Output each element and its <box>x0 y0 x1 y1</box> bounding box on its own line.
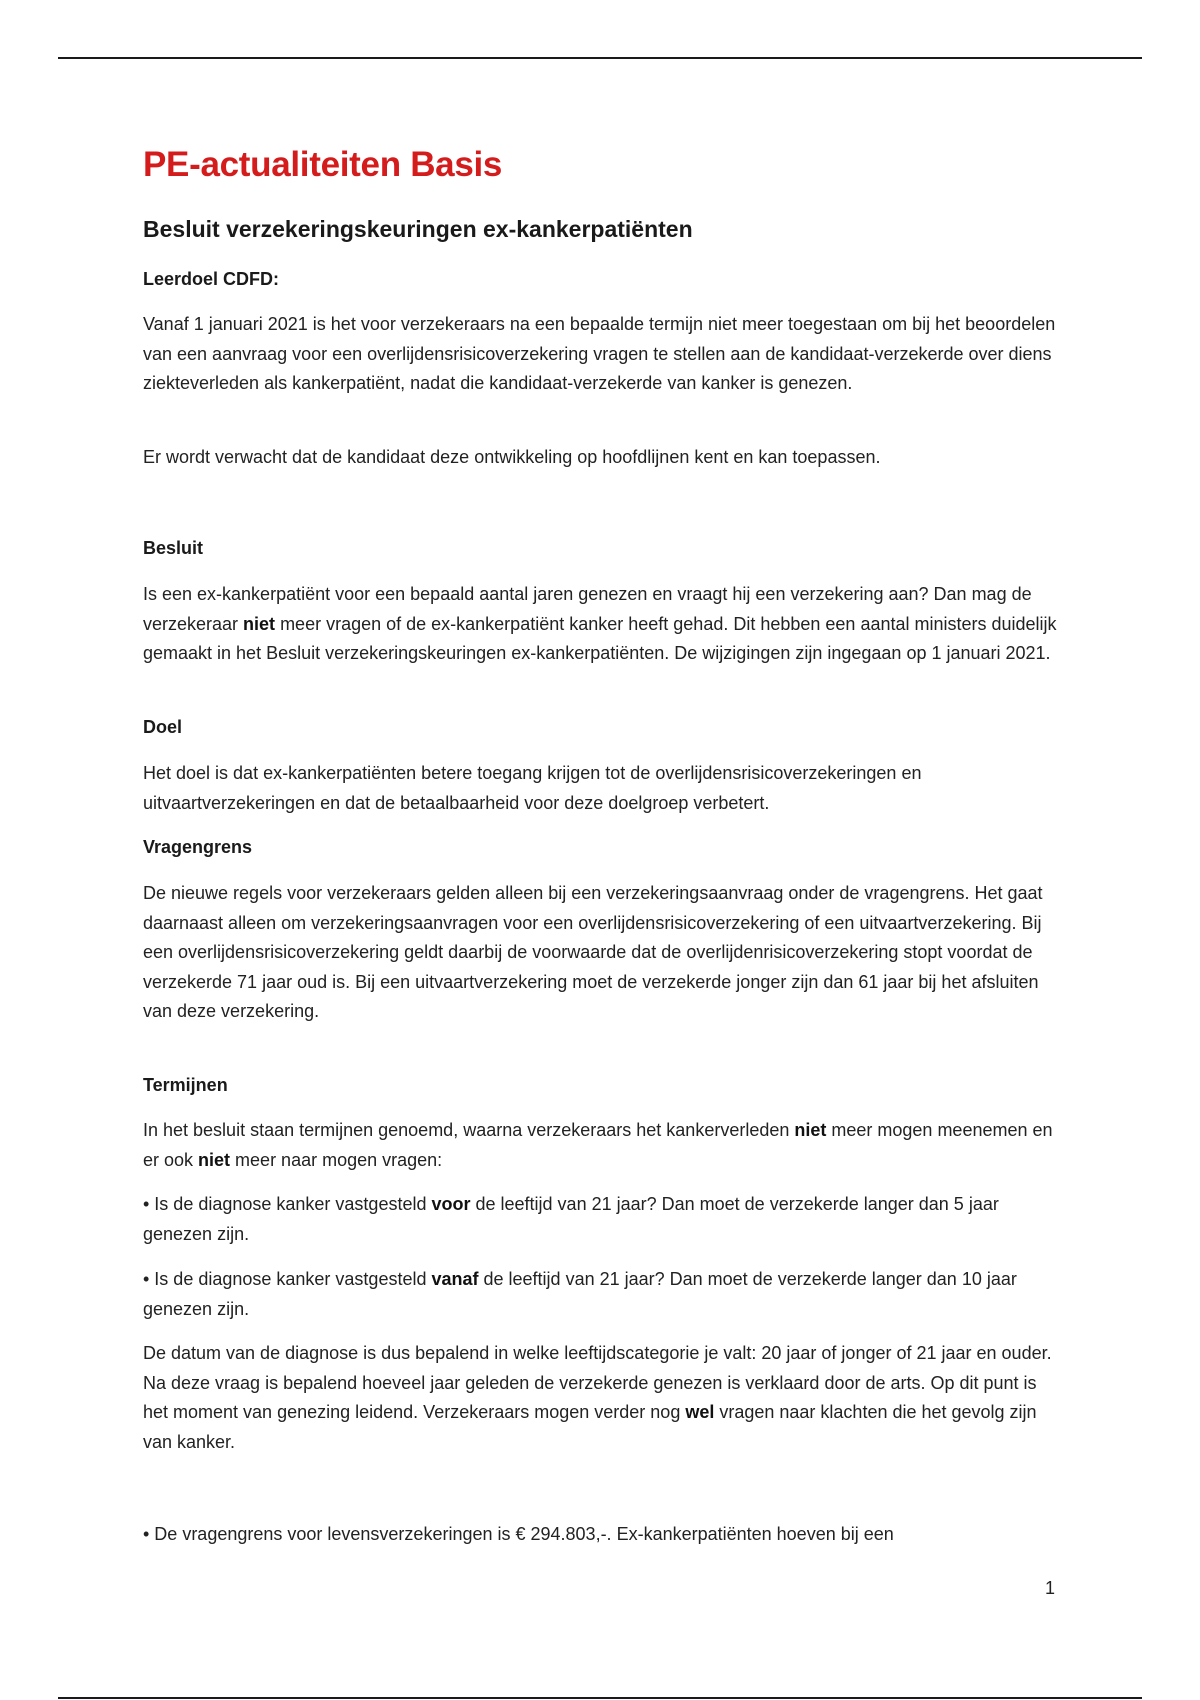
besluit-heading: Besluit <box>143 538 204 558</box>
document-title: PE-actualiteiten Basis <box>143 145 503 184</box>
termijnen-paragraph: In het besluit staan termijnen genoemd, waarna verzekeraars het kankerverleden niet meer mogen meenemen en er ook niet meer naar mogen vragen: <box>143 1120 1053 1170</box>
termijnen-heading: Termijnen <box>143 1075 228 1095</box>
bullet-item-voor: • Is de diagnose kanker vastgesteld voor de leeftijd van 21 jaar? Dan moet de verzekerde langer dan 5 jaar genezen zijn. <box>143 1194 999 1244</box>
header-rule <box>58 57 1142 59</box>
emphasis-niet: niet <box>243 613 276 634</box>
bullet-item-vragengrens: • De vragengrens voor levensverzekeringen is € 294.803,-. Ex-kankerpatiënten hoeven bij een <box>143 1524 894 1544</box>
vragengrens-paragraph: De nieuwe regels voor verzekeraars gelden alleen bij een verzekeringsaanvraag onder de vragengrens. Het gaat daarnaast alleen om verzekeringsaanvragen voor een overlijdensrisicoverzekering of een uitvaartverzekering. Bij een overlijdensrisicoverzekering geldt daarbij de voorwaarde dat de overlijdenrisicoverzekering stopt voordat de verzekerde 71 jaar oud is. Bij een uitvaartverzekering moet de verzekerde jonger zijn dan 61 jaar bij het afsluiten van deze verzekering. <box>143 883 1043 1021</box>
document-subtitle: Besluit verzekeringskeuringen ex-kankerpatiënten <box>143 216 693 242</box>
page-number: 1 <box>1045 1578 1056 1598</box>
diagnose-paragraph: De datum van de diagnose is dus bepalend in welke leeftijdscategorie je valt: 20 jaar of jonger of 21 jaar en ouder. Na deze vraag is bepalend hoeveel jaar geleden de verzekerde genezen is verklaard door de arts. Op dit punt is het moment van genezing leidend. Verzekeraars mogen verder nog wel vragen naar klachten die het gevolg zijn van kanker. <box>143 1343 1052 1452</box>
leerdoel-heading: Leerdoel CDFD: <box>143 269 280 289</box>
bullet-item-vanaf: • Is de diagnose kanker vastgesteld vanaf de leeftijd van 21 jaar? Dan moet de verzekerde langer dan 10 jaar genezen zijn. <box>143 1269 1017 1319</box>
leerdoel-paragraph: Vanaf 1 januari 2021 is het voor verzekeraars na een bepaalde termijn niet meer toegestaan om bij het beoordelen van een aanvraag voor een overlijdensrisicoverzekering vragen te stellen aan de kandidaat-verzekerde over diens ziekteverleden als kankerpatiënt, nadat die kandidaat-verzekerde van kanker is genezen. <box>143 314 1056 393</box>
doel-paragraph: Het doel is dat ex-kankerpatiënten betere toegang krijgen tot de overlijdensrisicoverzekeringen en uitvaartverzekeringen en dat de betaalbaarheid voor deze doelgroep verbetert. <box>143 763 922 813</box>
leerdoel-expectation-paragraph: Er wordt verwacht dat de kandidaat deze ontwikkeling op hoofdlijnen kent en kan toepassen. <box>143 447 881 467</box>
besluit-paragraph: Is een ex-kankerpatiënt voor een bepaald aantal jaren genezen en vraagt hij een verzekering aan? Dan mag de verzekeraar niet meer vragen of de ex-kankerpatiënt kanker heeft gehad. Dit hebben een aantal ministers duidelijk gemaakt in het Besluit verzekeringskeuringen ex-kankerpatiënten. De wijzigingen zijn ingegaan op 1 januari 2021. <box>143 584 1057 663</box>
vragengrens-heading: Vragengrens <box>143 837 253 857</box>
footer-rule <box>58 1697 1142 1699</box>
doel-heading: Doel <box>143 717 183 737</box>
